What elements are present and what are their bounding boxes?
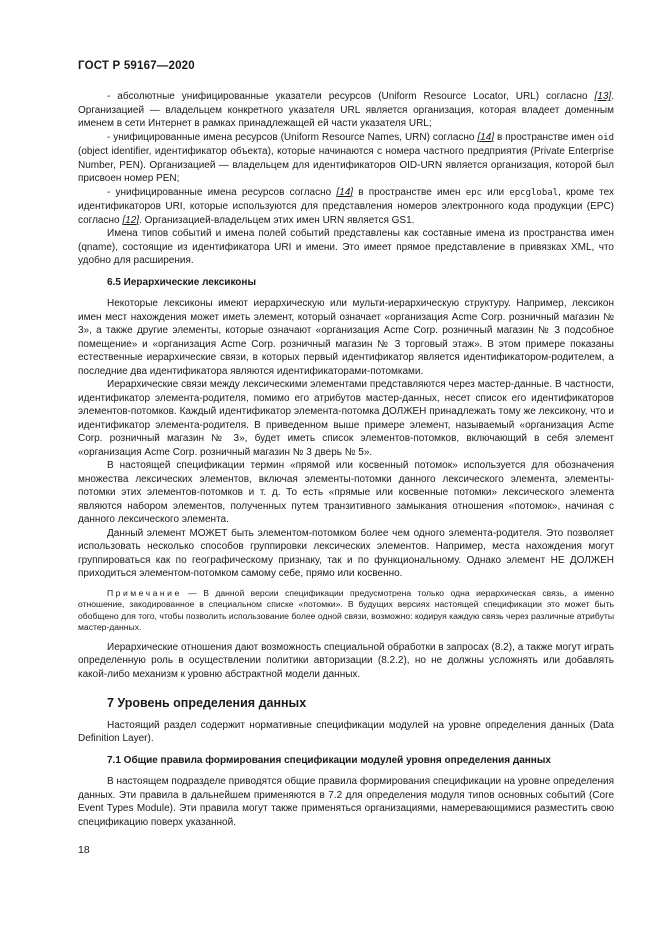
text-span: в пространстве имен xyxy=(494,131,598,143)
page-number: 18 xyxy=(78,844,90,856)
text-span: . Организацией-владельцем этих имен URN является GS1. xyxy=(139,214,415,226)
paragraph-queries: Иерархические отношения дают возможность специальной обработки в запросах (8.2), а также могут играть определенную роль в осуществлении политики авторизации (8.2.2), но не должны усложнять или добавлять какой-либо механизм к уровню абстрактной модели данных. xyxy=(78,641,614,680)
section-heading-7: 7 Уровень определения данных xyxy=(107,696,307,711)
code-term: epc xyxy=(465,187,482,198)
text-span: или xyxy=(481,186,510,198)
text-span: (object identifier, идентификатор объекта), которые начинаются с номера частного предприятия (Private Enterprise Number, PEN). Организацией — владельцем для идентификаторов OID-URN является организация, которой был присвоен номер PEN; xyxy=(78,146,614,184)
reference-link[interactable]: [13] xyxy=(594,91,612,102)
code-term: oid xyxy=(597,132,615,143)
note-text: — В данной версии спецификации предусмотрена только одна иерархическая связь, а именно отношение, закодированное в специальном списке «потомки». В будущих версиях настоящей спецификации это может быть обобщено для того, чтобы позволить использование более одной связи, возможно: кодируя каждую связь через различные атрибуты мастер-данных. xyxy=(78,587,614,633)
section-heading-6-5: 6.5 Иерархические лексиконы xyxy=(107,276,256,288)
paragraph-url xyxy=(78,90,614,131)
paragraph-urn-epc xyxy=(78,186,614,228)
reference-link[interactable]: [14] xyxy=(477,131,495,143)
text-span: - унифицированные имена ресурсов (Uniform Resource Names, URN) согласно xyxy=(107,131,478,143)
document-header: ГОСТ Р 59167—2020 xyxy=(78,60,195,72)
section-heading-7-1: 7.1 Общие правила формирования спецификации модулей уровня определения данных xyxy=(107,754,551,766)
code-term: epcglobal xyxy=(509,187,559,198)
note xyxy=(78,588,614,634)
reference-link[interactable]: [12] xyxy=(122,214,140,226)
text-span: . Организацией — владельцем конкретного указателя URL является организация, которая владеет доменным именем в сети Интернет в рамках принадлежащей ей части указателя URL; xyxy=(78,91,614,129)
paragraph-descendants: В настоящей спецификации термин «прямой или косвенный потомок» используется для обозначения множества лексических элементов, включая элементы-потомки данного лексического элемента, элементы-потомки этих элементов-потомков и т. д. То есть «прямые или косвенные потомки» лексического элемента являются набором элементов, полученных путем транзитивного замыкания отношения «потомок», начиная с данного лексического элемента. xyxy=(78,460,614,525)
note-label: Примечание xyxy=(107,587,182,598)
paragraph-urn-oid xyxy=(78,131,614,186)
paragraph-qname: Имена типов событий и имена полей событий представлены как составные имена из пространства имен (qname), состоящие из идентификатора URI и имени. Это имеет прямое представление в привязках XML, что удобно для расширения. xyxy=(78,228,614,266)
document-body xyxy=(78,90,614,829)
text-span: - унифицированные имена ресурсов согласно xyxy=(107,186,337,198)
paragraph-hierarchy-masterdata: Иерархические связи между лексическими элементами представляются через мастер-данные. В частности, идентификатор элемента-родителя, помимо его атрибутов мастер-данных, несет список его идентификаторов элементов-потомков. Каждый идентификатор элемента-потомка ДОЛЖЕН принадлежать тому же лексикону, что и идентификатор элемента-родителя. В приведенном выше примере элемент, называемый «организация Acme Corp. розничный магазин № 3», будет иметь список элементов-потомков, включающий в себя элемент «организация Acme Corp. розничный магазин № 3 дверь № 5». xyxy=(78,379,614,458)
paragraph-multiple-parents: Данный элемент МОЖЕТ быть элементом-потомком более чем одного элемента-родителя. Это позволяет использовать несколько способов группировки лексических элементов. Например, места нахождения могут группироваться как по географическому признаку, так и по функциональному. Однако элемент НЕ ДОЛЖЕН приходиться элементом-потомком самому себе, прямо или косвенно. xyxy=(78,527,614,579)
paragraph-ddl-intro: Настоящий раздел содержит нормативные спецификации модулей на уровне определения данных (Data Definition Layer). xyxy=(78,719,614,745)
text-span: , кроме тех идентификаторов URI, которые используются для представления номеров электронного кода продукции (EPC) согласно xyxy=(78,186,614,226)
text-span: в пространстве имен xyxy=(353,186,466,198)
text-span: - абсолютные унифицированные указатели ресурсов (Uniform Resource Locator, URL) согласно xyxy=(107,91,595,102)
paragraph-hierarchy-intro: Некоторые лексиконы имеют иерархическую или мульти-иерархическую структуру. Например, лексикон имен мест нахождения может иметь элемент, который означает «организация Acme Corp. розничный магазин № 3», а также другие элементы, которые означают «организация Acme Corp. розничный магазин № 3 подсобное помещение» и «организация Acme Corp. розничный магазин № 3 торговый этаж». В этом примере показаны естественные иерархические связи, в которых первый идентификатор является идентификатором-родителем, а последние два идентификатора являются идентификаторами-потомками. xyxy=(78,298,614,377)
reference-link[interactable]: [14] xyxy=(336,186,354,198)
paragraph-general-rules: В настоящем подразделе приводятся общие правила формирования спецификации на уровне определения данных. Эти правила в дальнейшем применяются в 7.2 для определения модуля типов основных событий (Core Event Types Module). Эти правила могут также применяться организациями, намеревающимися разместить свою спецификацию поверх указанной. xyxy=(78,776,614,828)
